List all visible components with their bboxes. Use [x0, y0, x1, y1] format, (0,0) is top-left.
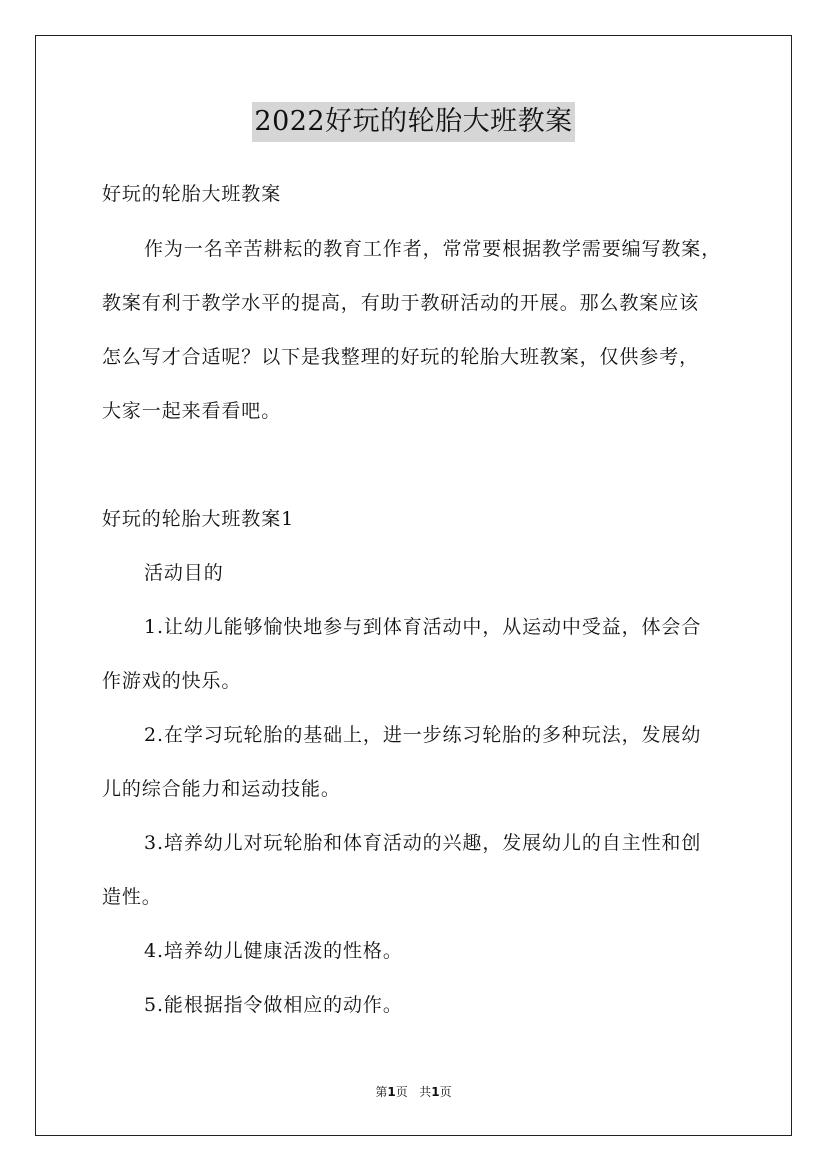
intro-line-1: 作为一名辛苦耕耘的教育工作者，常常要根据教学需要编写教案， [144, 238, 722, 260]
intro-line-3: 怎么写才合适呢？以下是我整理的好玩的轮胎大班教案，仅供参考， [102, 346, 700, 368]
goal-line-5: 3.培养幼儿对玩轮胎和体育活动的兴趣，发展幼儿的自主性和创 [144, 832, 702, 854]
goal-line-8: 5.能根据指令做相应的动作。 [144, 994, 403, 1016]
goal-line-6: 造性。 [102, 886, 162, 908]
page-suffix: 页 [395, 1085, 408, 1099]
page-prefix: 第 [375, 1085, 388, 1099]
goal-line-7: 4.培养幼儿健康活泼的性格。 [144, 940, 403, 962]
goal-line-1: 1.让幼儿能够愉快地参与到体育活动中，从运动中受益，体会合 [144, 616, 702, 638]
intro-line-4: 大家一起来看看吧。 [102, 400, 282, 422]
section-heading: 好玩的轮胎大班教案1 [102, 508, 295, 530]
title-container [0, 102, 827, 142]
document-title: 2022好玩的轮胎大班教案 [252, 102, 574, 142]
document-subtitle: 好玩的轮胎大班教案 [102, 183, 282, 205]
goal-line-3: 2.在学习玩轮胎的基础上，进一步练习轮胎的多种玩法，发展幼 [144, 724, 702, 746]
total-suffix: 页 [439, 1085, 452, 1099]
page-current: 1 [387, 1085, 396, 1099]
page-total: 1 [431, 1085, 440, 1099]
goal-line-4: 儿的综合能力和运动技能。 [102, 778, 341, 800]
total-prefix: 共 [419, 1085, 432, 1099]
activity-heading: 活动目的 [144, 562, 224, 584]
goal-line-2: 作游戏的快乐。 [102, 670, 242, 692]
intro-line-2: 教案有利于教学水平的提高，有助于教研活动的开展。那么教案应该 [102, 292, 700, 314]
page-footer [0, 1084, 827, 1100]
